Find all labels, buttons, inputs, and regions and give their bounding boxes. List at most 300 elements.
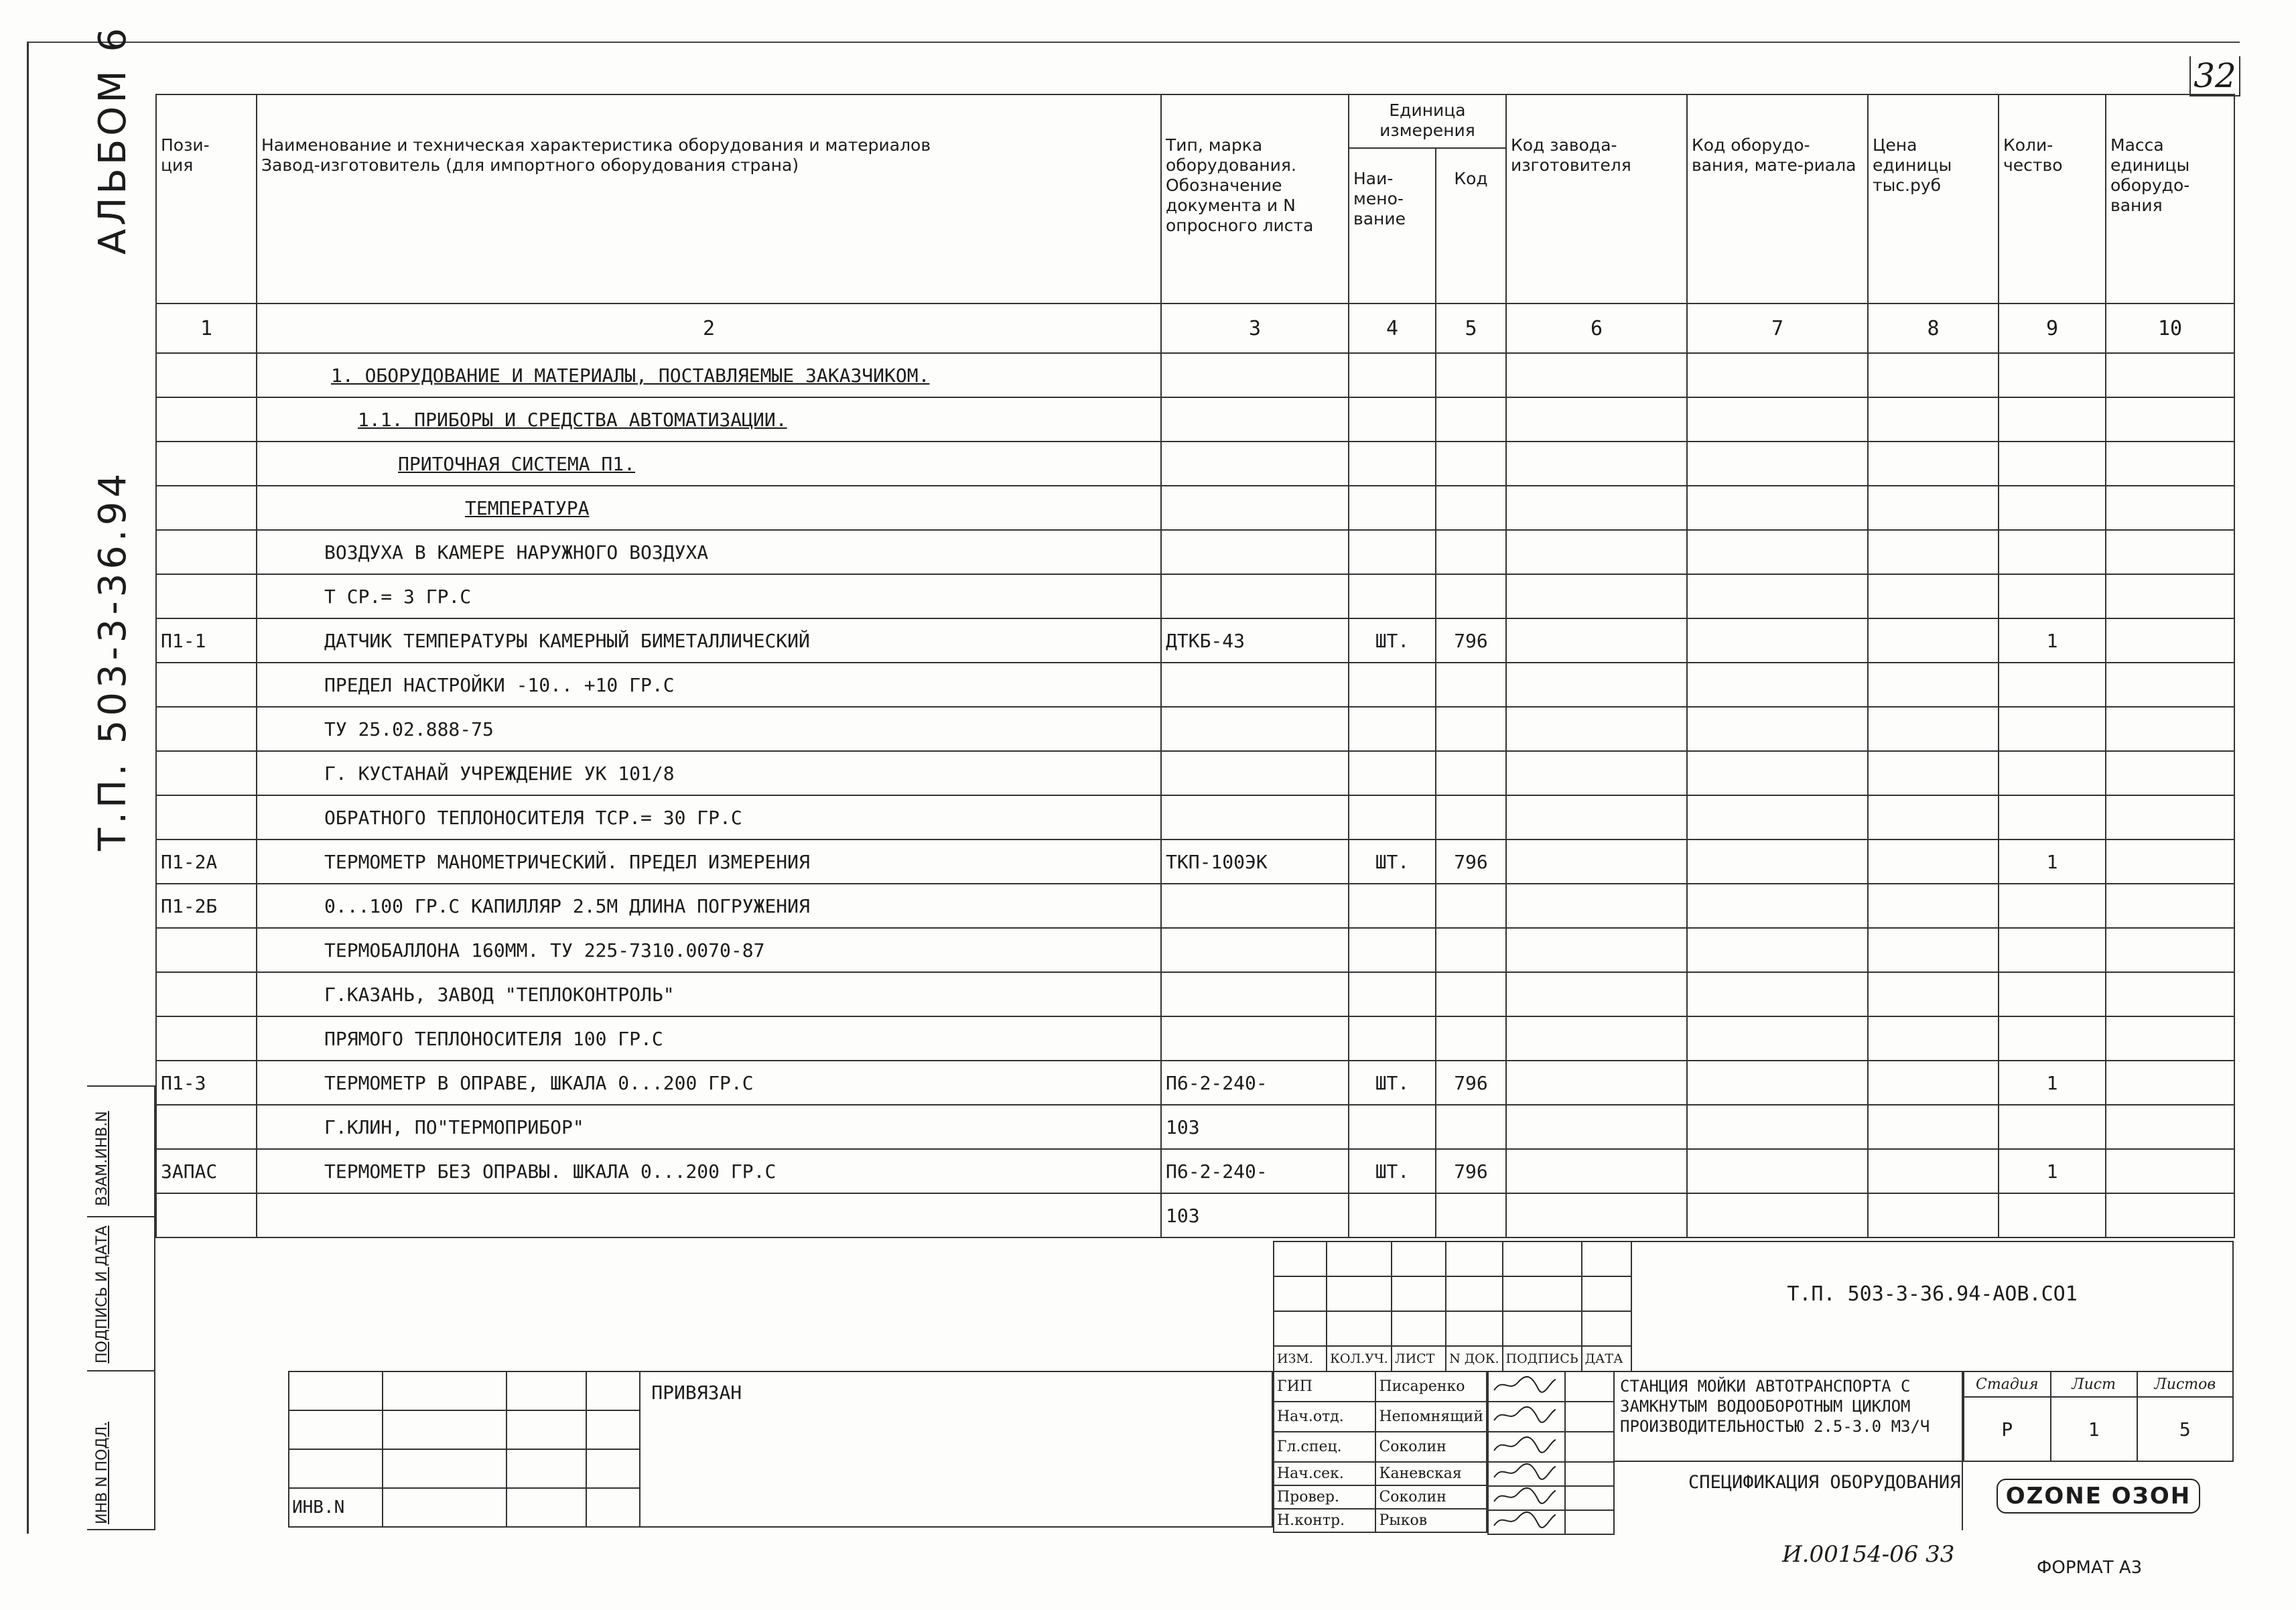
row-quantity [1999, 928, 2106, 972]
row-name: Г.КАЗАНЬ, ЗАВОД "ТЕПЛОКОНТРОЛЬ" [257, 972, 1161, 1016]
column-number: 10 [2106, 304, 2234, 353]
header-type: Тип, марка оборудования. Обозначение документа и N опросного листа [1161, 94, 1349, 304]
row-name: ТЕРМОМЕТР МАНОМЕТРИЧЕСКИЙ. ПРЕДЕЛ ИЗМЕРЕНИЯ [257, 840, 1161, 884]
logo-text: OZONE OЗOH [1997, 1479, 2200, 1514]
table-row [156, 442, 2234, 486]
row-type: ТКП-100ЭК [1161, 840, 1349, 884]
row-price [1868, 486, 1999, 530]
row-price [1868, 530, 1999, 574]
sig-col-label: N ДОК. [1446, 1346, 1502, 1371]
row-name: ПРЯМОГО ТЕПЛОНОСИТЕЛЯ 100 ГР.С [257, 1016, 1161, 1061]
person-role: ГИП [1274, 1371, 1375, 1402]
row-equipment-code [1687, 442, 1868, 486]
row-name: ПРИТОЧНАЯ СИСТЕМА П1. [257, 442, 1161, 486]
signature-row [1488, 1486, 1614, 1510]
person-role: Н.контр. [1274, 1509, 1375, 1532]
row-name: Г. КУСТАНАЙ УЧРЕЖДЕНИЕ УК 101/8 [257, 751, 1161, 795]
row-unit-code: 796 [1436, 618, 1506, 663]
row-quantity [1999, 530, 2106, 574]
signature-row [1488, 1510, 1614, 1534]
row-equipment-code [1687, 795, 1868, 840]
row-position [156, 1105, 257, 1149]
row-unit-code [1436, 884, 1506, 928]
column-number: 7 [1687, 304, 1868, 353]
row-unit: ШТ. [1349, 1061, 1436, 1105]
sheet-label: Лист [2051, 1371, 2137, 1397]
column-number: 3 [1161, 304, 1349, 353]
row-equipment-code [1687, 530, 1868, 574]
sig-col-label: ИЗМ. [1274, 1346, 1327, 1371]
inv-n-label: ИНВ.N [289, 1488, 383, 1527]
row-position [156, 397, 257, 442]
row-unit [1349, 707, 1436, 751]
row-type [1161, 795, 1349, 840]
row-quantity [1999, 486, 2106, 530]
signature-scribble-icon [1488, 1510, 1565, 1534]
row-position [156, 663, 257, 707]
row-price [1868, 397, 1999, 442]
row-quantity [1999, 795, 2106, 840]
row-factory-code [1506, 795, 1687, 840]
row-factory-code [1506, 397, 1687, 442]
row-price [1868, 707, 1999, 751]
format-label: ФОРМАТ А3 [2037, 1558, 2143, 1578]
row-quantity [1999, 751, 2106, 795]
signature-date [1565, 1432, 1614, 1462]
row-factory-code [1506, 663, 1687, 707]
row-unit-code [1436, 397, 1506, 442]
column-number: 2 [257, 304, 1161, 353]
row-unit-code [1436, 1016, 1506, 1061]
row-quantity [1999, 1016, 2106, 1061]
table-row [156, 751, 2234, 795]
row-type [1161, 972, 1349, 1016]
row-mass [2106, 486, 2234, 530]
row-quantity [1999, 397, 2106, 442]
row-type: ДТКБ-43 [1161, 618, 1349, 663]
title-block [1273, 1241, 2234, 1530]
row-quantity [1999, 707, 2106, 751]
row-equipment-code [1687, 574, 1868, 618]
row-name: ТУ 25.02.888-75 [257, 707, 1161, 751]
row-quantity [1999, 442, 2106, 486]
signature-scribble-icon [1488, 1402, 1565, 1432]
inv-podl-label: ИНВ N ПОДЛ. [94, 1421, 111, 1524]
row-unit [1349, 397, 1436, 442]
row-position: П1-2А [156, 840, 257, 884]
row-equipment-code [1687, 486, 1868, 530]
row-type [1161, 928, 1349, 972]
table-row [156, 530, 2234, 574]
row-price [1868, 840, 1999, 884]
row-unit [1349, 972, 1436, 1016]
row-price [1868, 1016, 1999, 1061]
row-price [1868, 1105, 1999, 1149]
row-mass [2106, 972, 2234, 1016]
people-row [1274, 1462, 1487, 1485]
row-type [1161, 574, 1349, 618]
row-equipment-code [1687, 1105, 1868, 1149]
row-position [156, 574, 257, 618]
row-equipment-code [1687, 751, 1868, 795]
row-mass [2106, 707, 2234, 751]
row-unit-code [1436, 530, 1506, 574]
signature-scribble-icon [1488, 1432, 1565, 1462]
row-mass [2106, 795, 2234, 840]
table-row [156, 840, 2234, 884]
row-type [1161, 1016, 1349, 1061]
row-type [1161, 530, 1349, 574]
header-mass: Масса единицы оборудо-вания [2106, 94, 2234, 304]
tp-vertical-label: Т.П. 503-3-36.94 [91, 470, 135, 851]
person-name: Непомнящий [1375, 1402, 1487, 1432]
table-row [156, 397, 2234, 442]
row-factory-code [1506, 486, 1687, 530]
table-row [156, 928, 2234, 972]
row-unit [1349, 530, 1436, 574]
row-type [1161, 707, 1349, 751]
header-price: Цена единицы тыс.руб [1868, 94, 1999, 304]
table-row [156, 1149, 2234, 1193]
row-quantity: 1 [1999, 1061, 2106, 1105]
stage-label: Стадия [1964, 1371, 2051, 1397]
row-unit [1349, 1016, 1436, 1061]
podpis-data-label: ПОДПИСЬ И ДАТА [94, 1225, 111, 1363]
row-mass [2106, 1149, 2234, 1193]
row-mass [2106, 574, 2234, 618]
row-unit: ШТ. [1349, 1149, 1436, 1193]
sig-col-label: ДАТА [1582, 1346, 1632, 1371]
stage-value: Р [1964, 1397, 2051, 1461]
row-position [156, 928, 257, 972]
table-row [156, 1105, 2234, 1149]
row-position [156, 442, 257, 486]
ozone-logo [1963, 1462, 2234, 1530]
row-type [1161, 663, 1349, 707]
row-equipment-code [1687, 1016, 1868, 1061]
row-price [1868, 795, 1999, 840]
header-name: Наименование и техническая характеристика оборудования и материалов Завод-изготовитель (для импортного оборудования страна) [257, 94, 1161, 304]
row-quantity: 1 [1999, 840, 2106, 884]
table-row [156, 1193, 2234, 1237]
project-title: СТАНЦИЯ МОЙКИ АВТОТРАНСПОРТА С ЗАМКНУТЫМ ВОДООБОРОТНЫМ ЦИКЛОМ ПРОИЗВОДИТЕЛЬНОСТЬЮ 2.5-3.0 М3/Ч [1615, 1371, 1963, 1462]
row-factory-code [1506, 1061, 1687, 1105]
signatures-table [1487, 1371, 1615, 1535]
row-factory-code [1506, 751, 1687, 795]
signature-date [1565, 1486, 1614, 1510]
row-unit [1349, 795, 1436, 840]
row-position [156, 751, 257, 795]
row-factory-code [1506, 574, 1687, 618]
row-unit [1349, 353, 1436, 397]
row-factory-code [1506, 1193, 1687, 1237]
signature-row [1488, 1432, 1614, 1462]
table-row [156, 486, 2234, 530]
person-role: Провер. [1274, 1485, 1375, 1509]
row-factory-code [1506, 884, 1687, 928]
row-equipment-code [1687, 1149, 1868, 1193]
row-unit-code [1436, 1193, 1506, 1237]
row-mass [2106, 884, 2234, 928]
column-number: 4 [1349, 304, 1436, 353]
person-name: Каневская [1375, 1462, 1487, 1485]
row-unit-code [1436, 486, 1506, 530]
row-factory-code [1506, 707, 1687, 751]
row-equipment-code [1687, 928, 1868, 972]
table-row [156, 884, 2234, 928]
row-factory-code [1506, 353, 1687, 397]
row-name: 1. ОБОРУДОВАНИЕ И МАТЕРИАЛЫ, ПОСТАВЛЯЕМЫЕ ЗАКАЗЧИКОМ. [257, 353, 1161, 397]
row-unit [1349, 884, 1436, 928]
row-unit [1349, 1105, 1436, 1149]
album-label: АЛЬБОМ 6 [91, 24, 135, 255]
row-unit: ШТ. [1349, 840, 1436, 884]
signature-row [1488, 1402, 1614, 1432]
row-type: 103 [1161, 1105, 1349, 1149]
person-role: Гл.спец. [1274, 1432, 1375, 1462]
row-name: ТЕРМОМЕТР БЕЗ ОПРАВЫ. ШКАЛА 0...200 ГР.С [257, 1149, 1161, 1193]
row-type: П6-2-240- [1161, 1149, 1349, 1193]
table-row [156, 795, 2234, 840]
row-mass [2106, 1061, 2234, 1105]
row-position: ЗАПАС [156, 1149, 257, 1193]
row-unit-code [1436, 663, 1506, 707]
table-row [156, 663, 2234, 707]
row-name: Т СР.= 3 ГР.С [257, 574, 1161, 618]
row-unit-code [1436, 574, 1506, 618]
people-block [1273, 1371, 2234, 1530]
signature-row [1488, 1371, 1614, 1402]
page-number: 32 [2189, 56, 2240, 96]
header-unit-code: Код [1436, 148, 1506, 304]
row-name: 1.1. ПРИБОРЫ И СРЕДСТВА АВТОМАТИЗАЦИИ. [257, 397, 1161, 442]
row-type [1161, 397, 1349, 442]
row-equipment-code [1687, 707, 1868, 751]
row-position [156, 1193, 257, 1237]
row-unit-code [1436, 707, 1506, 751]
table-row [156, 1016, 2234, 1061]
row-factory-code [1506, 928, 1687, 972]
row-quantity [1999, 1193, 2106, 1237]
signature-header-row [1274, 1346, 2233, 1371]
row-name: ДАТЧИК ТЕМПЕРАТУРЫ КАМЕРНЫЙ БИМЕТАЛЛИЧЕСКИЙ [257, 618, 1161, 663]
row-name: ВОЗДУХА В КАМЕРЕ НАРУЖНОГО ВОЗДУХА [257, 530, 1161, 574]
row-mass [2106, 353, 2234, 397]
column-number: 1 [156, 304, 257, 353]
doc-code: Т.П. 503-3-36.94-АОВ.СО1 [1631, 1242, 2233, 1346]
row-unit-code [1436, 928, 1506, 972]
row-mass [2106, 840, 2234, 884]
people-table [1273, 1371, 1487, 1533]
row-unit [1349, 486, 1436, 530]
row-equipment-code [1687, 663, 1868, 707]
person-role: Нач.сек. [1274, 1462, 1375, 1485]
row-price [1868, 884, 1999, 928]
row-price [1868, 663, 1999, 707]
header-factory-code: Код завода-изготовителя [1506, 94, 1687, 304]
table-row [156, 1061, 2234, 1105]
row-name: ТЕРМОМЕТР В ОПРАВЕ, ШКАЛА 0...200 ГР.С [257, 1061, 1161, 1105]
row-unit-code [1436, 353, 1506, 397]
row-unit [1349, 574, 1436, 618]
row-unit: ШТ. [1349, 618, 1436, 663]
row-type [1161, 353, 1349, 397]
row-name: ПРЕДЕЛ НАСТРОЙКИ -10.. +10 ГР.С [257, 663, 1161, 707]
signature-date [1565, 1462, 1614, 1486]
table-header [156, 94, 2234, 148]
row-type: П6-2-240- [1161, 1061, 1349, 1105]
row-factory-code [1506, 840, 1687, 884]
row-mass [2106, 397, 2234, 442]
row-unit-code: 796 [1436, 1061, 1506, 1105]
signature-scribble-icon [1488, 1371, 1565, 1402]
people-row [1274, 1371, 1487, 1402]
header-equipment-code: Код оборудо-вания, мате-риала [1687, 94, 1868, 304]
column-number: 6 [1506, 304, 1687, 353]
row-quantity [1999, 574, 2106, 618]
row-unit-code [1436, 972, 1506, 1016]
row-price [1868, 928, 1999, 972]
row-quantity: 1 [1999, 1149, 2106, 1193]
person-name: Соколин [1375, 1432, 1487, 1462]
row-type [1161, 442, 1349, 486]
row-equipment-code [1687, 397, 1868, 442]
vzam-inv-label: ВЗАМ.ИНВ.N [94, 1111, 111, 1206]
privyazan-block [288, 1371, 1273, 1528]
signature-date [1565, 1371, 1614, 1402]
row-unit-code [1436, 795, 1506, 840]
row-unit [1349, 1193, 1436, 1237]
sig-col-label: КОЛ.УЧ. [1327, 1346, 1392, 1371]
row-position [156, 795, 257, 840]
row-price [1868, 1149, 1999, 1193]
row-mass [2106, 1193, 2234, 1237]
person-name: Рыков [1375, 1509, 1487, 1532]
row-quantity [1999, 353, 2106, 397]
row-factory-code [1506, 1149, 1687, 1193]
handwritten-number: И.00154-06 33 [1782, 1541, 1955, 1568]
signature-row [1488, 1462, 1614, 1486]
row-factory-code [1506, 1105, 1687, 1149]
row-name: ТЕРМОБАЛЛОНА 160ММ. ТУ 225-7310.0070-87 [257, 928, 1161, 972]
row-mass [2106, 618, 2234, 663]
row-price [1868, 751, 1999, 795]
row-unit-code [1436, 442, 1506, 486]
row-quantity [1999, 1105, 2106, 1149]
row-mass [2106, 751, 2234, 795]
row-quantity [1999, 972, 2106, 1016]
row-equipment-code [1687, 1193, 1868, 1237]
row-price [1868, 353, 1999, 397]
row-name: Г.КЛИН, ПО"ТЕРМОПРИБОР" [257, 1105, 1161, 1149]
table-row [156, 707, 2234, 751]
spec-subtitle: СПЕЦИФИКАЦИЯ ОБОРУДОВАНИЯ [1615, 1462, 1963, 1530]
table-row [156, 353, 2234, 397]
row-equipment-code [1687, 618, 1868, 663]
row-name [257, 1193, 1161, 1237]
privyazan-label: ПРИВЯЗАН [640, 1371, 1272, 1527]
column-number: 8 [1868, 304, 1999, 353]
row-type [1161, 884, 1349, 928]
row-unit-code: 796 [1436, 1149, 1506, 1193]
row-equipment-code [1687, 972, 1868, 1016]
row-type [1161, 486, 1349, 530]
person-name: Писаренко [1375, 1371, 1487, 1402]
signature-date [1565, 1402, 1614, 1432]
row-position [156, 353, 257, 397]
row-price [1868, 618, 1999, 663]
header-unit-name: Наи- мено- вание [1349, 148, 1436, 304]
column-number: 5 [1436, 304, 1506, 353]
signature-scribble-icon [1488, 1486, 1565, 1510]
signature-date [1565, 1510, 1614, 1534]
table-row [156, 618, 2234, 663]
row-factory-code [1506, 442, 1687, 486]
row-factory-code [1506, 972, 1687, 1016]
row-name: ОБРАТНОГО ТЕПЛОНОСИТЕЛЯ ТСР.= 30 ГР.С [257, 795, 1161, 840]
row-price [1868, 1193, 1999, 1237]
row-position: П1-2Б [156, 884, 257, 928]
row-unit-code [1436, 1105, 1506, 1149]
row-position [156, 530, 257, 574]
row-factory-code [1506, 1016, 1687, 1061]
table-row [156, 574, 2234, 618]
row-type: 103 [1161, 1193, 1349, 1237]
row-position [156, 972, 257, 1016]
row-position [156, 486, 257, 530]
row-equipment-code [1687, 840, 1868, 884]
column-number: 9 [1999, 304, 2106, 353]
people-row [1274, 1432, 1487, 1462]
row-mass [2106, 442, 2234, 486]
row-price [1868, 574, 1999, 618]
row-equipment-code [1687, 353, 1868, 397]
people-row [1274, 1485, 1487, 1509]
row-name: ТЕМПЕРАТУРА [257, 486, 1161, 530]
row-name: 0...100 ГР.С КАПИЛЛЯР 2.5М ДЛИНА ПОГРУЖЕНИЯ [257, 884, 1161, 928]
row-factory-code [1506, 530, 1687, 574]
people-row [1274, 1402, 1487, 1432]
row-quantity [1999, 884, 2106, 928]
row-unit [1349, 442, 1436, 486]
sheets-label: Листов [2137, 1371, 2233, 1397]
row-equipment-code [1687, 884, 1868, 928]
row-unit [1349, 663, 1436, 707]
title-block-grid [1273, 1241, 2234, 1372]
row-mass [2106, 1105, 2234, 1149]
person-role: Нач.отд. [1274, 1402, 1375, 1432]
row-unit [1349, 751, 1436, 795]
row-unit-code: 796 [1436, 840, 1506, 884]
row-mass [2106, 928, 2234, 972]
sheets-value: 5 [2137, 1397, 2233, 1461]
row-type [1161, 751, 1349, 795]
row-factory-code [1506, 618, 1687, 663]
row-position [156, 1016, 257, 1061]
row-quantity: 1 [1999, 618, 2106, 663]
people-row [1274, 1509, 1487, 1532]
sheet-value: 1 [2051, 1397, 2137, 1461]
header-quantity: Коли- чество [1999, 94, 2106, 304]
row-position: П1-3 [156, 1061, 257, 1105]
row-unit [1349, 928, 1436, 972]
row-position [156, 707, 257, 751]
row-mass [2106, 663, 2234, 707]
row-quantity [1999, 663, 2106, 707]
row-price [1868, 1061, 1999, 1105]
person-name: Соколин [1375, 1485, 1487, 1509]
sig-col-label: ЛИСТ [1392, 1346, 1446, 1371]
